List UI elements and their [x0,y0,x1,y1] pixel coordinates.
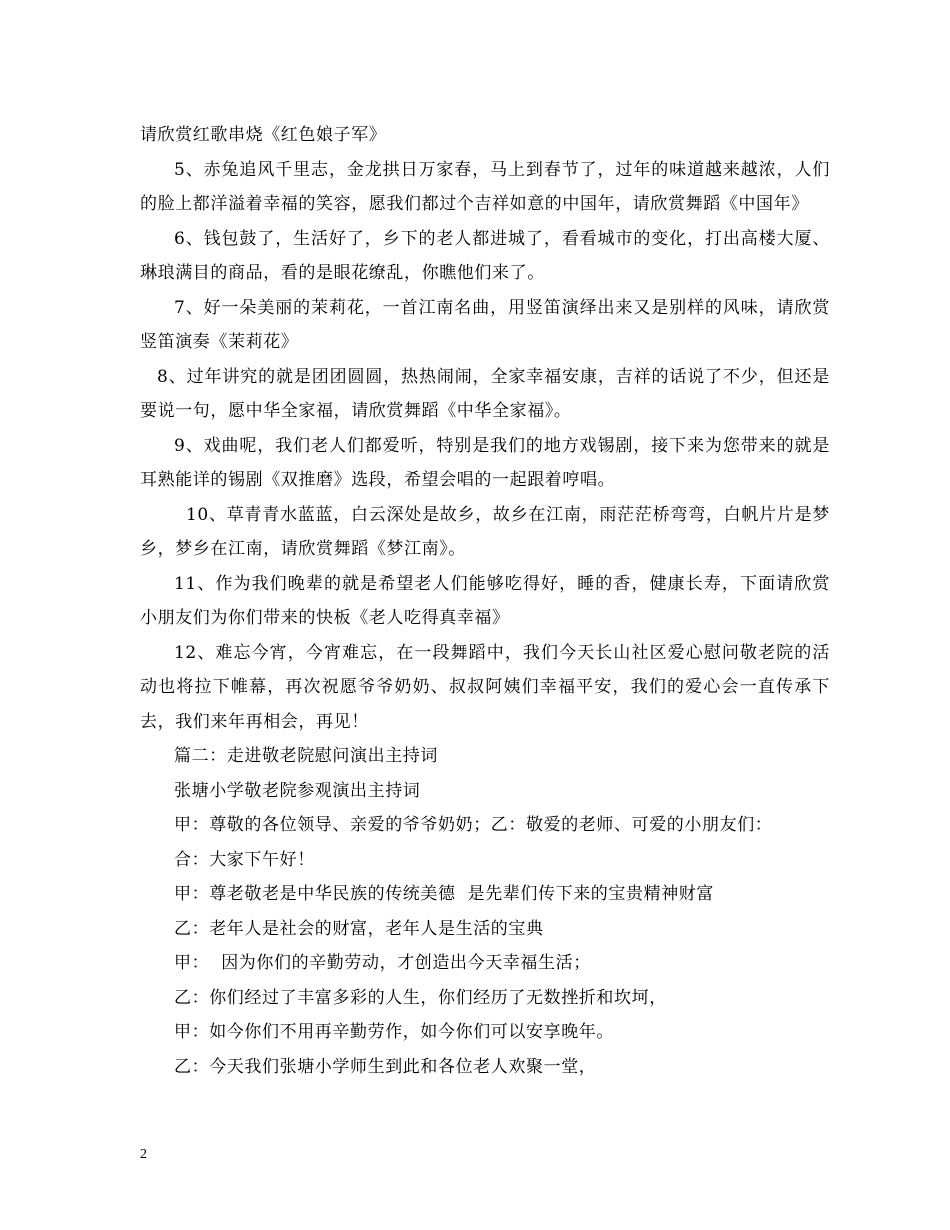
paragraph-item-11: 11、作为我们晚辈的就是希望老人们能够吃得好，睡的香，健康长寿，下面请欣赏小朋友们为你们带来的快板《老人吃得真幸福》 [140,573,830,628]
paragraph-item-5: 5、赤兔追风千里志，金龙拱日万家春，马上到春节了，过年的味道越来越浓，人们的脸上都洋溢着幸福的笑容，愿我们都过个吉祥如意的中国年，请欣赏舞蹈《中国年》 [140,159,830,214]
paragraph-item-12: 12、难忘今宵，今宵难忘，在一段舞蹈中，我们今天长山社区爱心慰问敬老院的活动也将拉下帷幕，再次祝愿爷爷奶奶、叔叔阿姨们幸福平安，我们的爱心会一直传承下去，我们来年再相会，再见！ [140,642,830,732]
dialogue-line: 甲： 因为你们的辛勤劳动，才创造出今天幸福生活； [174,953,591,973]
section-heading: 篇二：走进敬老院慰问演出主持词 [174,746,438,766]
paragraph-item-6: 6、钱包鼓了，生活好了，乡下的老人都进城了，看看城市的变化，打出高楼大厦、琳琅满目的商品，看的是眼花缭乱，你瞧他们来了。 [140,228,830,283]
dialogue-line: 甲：尊敬的各位领导、亲爱的爷爷奶奶；乙：敬爱的老师、可爱的小朋友们： [174,815,773,835]
paragraph-continued: 请欣赏红歌串烧《红色娘子军》 [140,125,387,145]
dialogue-line: 甲：尊老敬老是中华民族的传统美德 是先辈们传下来的宝贵精神财富 [174,884,715,904]
dialogue-line: 乙：你们经过了丰富多彩的人生，你们经历了无数挫折和坎坷， [174,987,667,1008]
paragraph-item-9: 9、戏曲呢，我们老人们都爱听，特别是我们的地方戏锡剧，接下来为您带来的就是耳熟能详的锡剧《双推磨》选段，希望会唱的一起跟着哼唱。 [140,435,830,490]
dialogue-line: 乙：老年人是社会的财富，老年人是生活的宝典 [174,918,544,939]
paragraph-item-10: 10、草青青水蓝蓝，白云深处是故乡，故乡在江南，雨茫茫桥弯弯，白帆片片是梦乡，梦乡在江南，请欣赏舞蹈《梦江南》。 [140,504,830,559]
page-number: 2 [140,1147,147,1162]
dialogue-line: 甲：如今你们不用再辛勤劳作，如今你们可以安享晚年。 [174,1022,614,1042]
dialogue-line: 乙：今天我们张塘小学师生到此和各位老人欢聚一堂， [174,1056,597,1077]
script-title: 张塘小学敬老院参观演出主持词 [174,780,421,801]
paragraph-item-7: 7、好一朵美丽的茉莉花，一首江南名曲，用竖笛演绎出来又是别样的风味，请欣赏竖笛演奏《茉莉花》 [140,297,830,352]
dialogue-line: 合：大家下午好！ [174,849,315,870]
paragraph-item-8: 8、过年讲究的就是团团圆圆，热热闹闹，全家幸福安康，吉祥的话说了不少，但还是要说一句，愿中华全家福，请欣赏舞蹈《中华全家福》。 [140,366,830,421]
document-body [140,118,830,1084]
